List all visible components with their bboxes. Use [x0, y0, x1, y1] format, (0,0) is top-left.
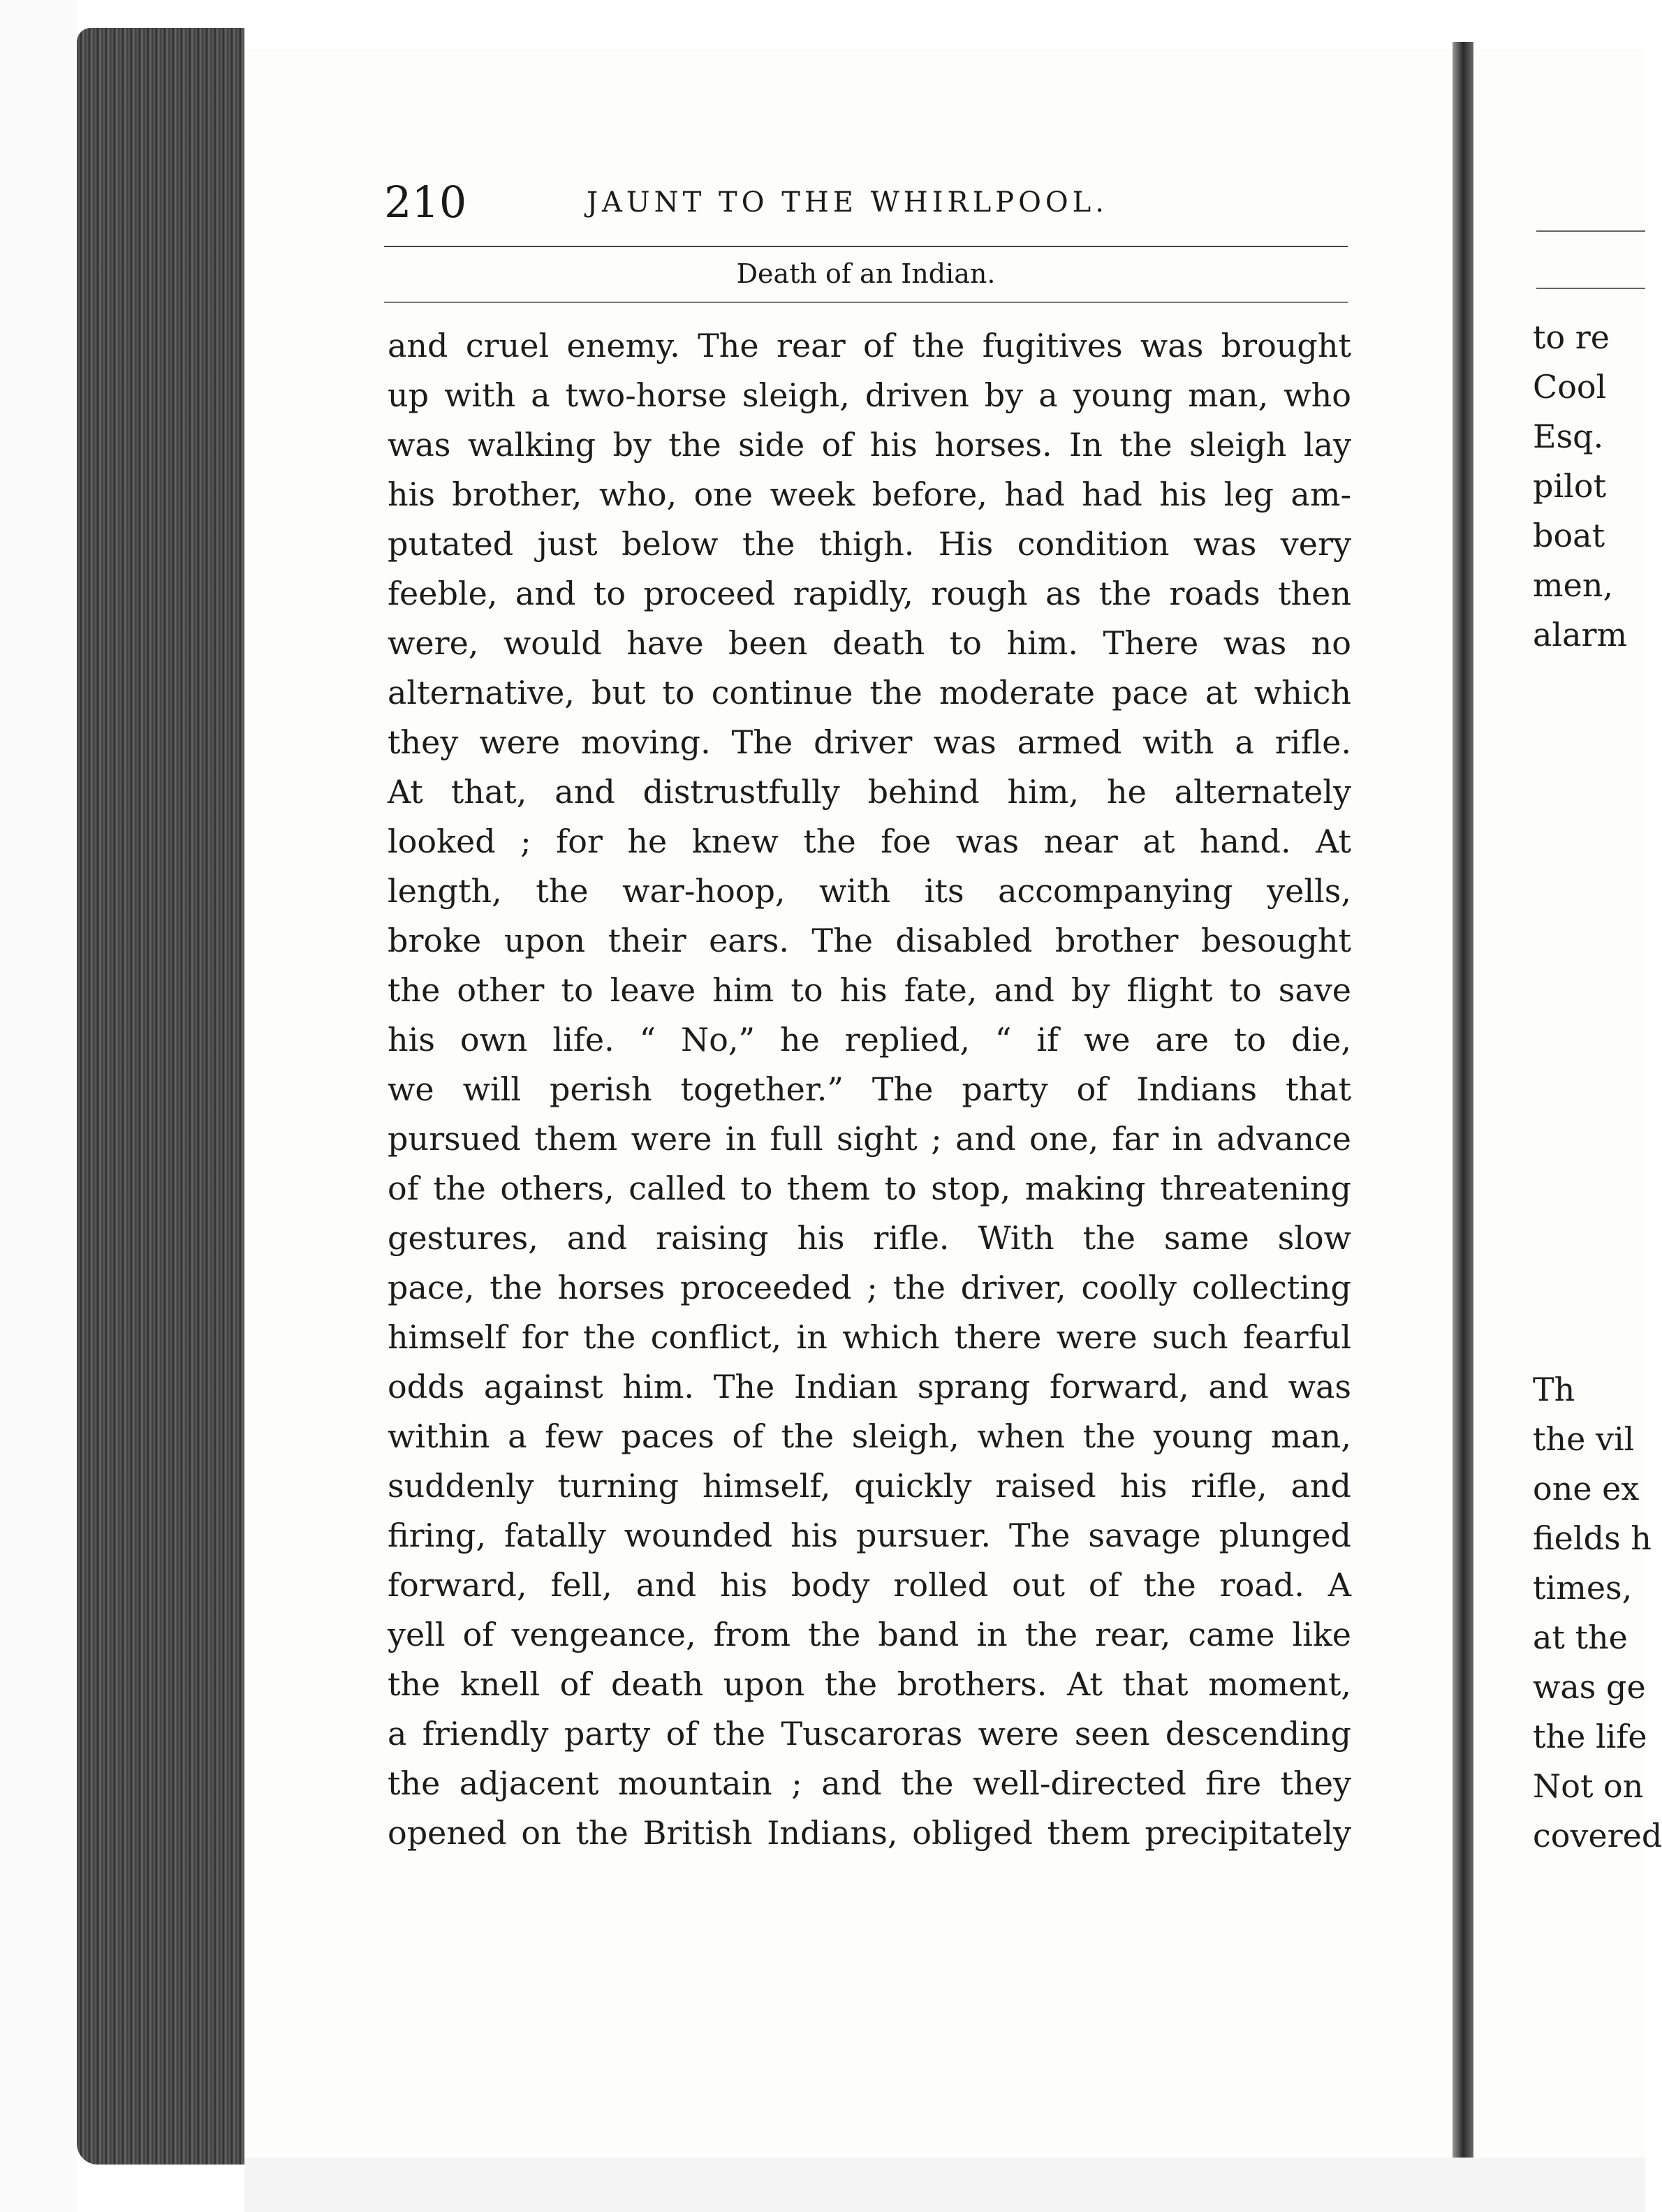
text-line: was walking by the side of his horses. In the sleigh lay	[388, 426, 1351, 464]
text-line: suddenly turning himself, quickly raised his rifle, and	[388, 1467, 1351, 1505]
text-line: broke upon their ears. The disabled brother besought	[388, 922, 1351, 959]
right-page-text-lower	[1533, 1365, 1662, 1861]
book-page-edges	[77, 28, 244, 2165]
right-page-line-fragment: fields h	[1533, 1519, 1652, 1557]
right-page-line-fragment: pilot	[1533, 467, 1607, 505]
right-page-text-upper	[1533, 313, 1645, 660]
text-line: pace, the horses proceeded ; the driver, coolly collecting	[388, 1269, 1351, 1306]
right-page-line-fragment: boat	[1533, 517, 1605, 554]
right-page-line-fragment: at the	[1533, 1619, 1628, 1656]
right-page-line-fragment: one ex	[1533, 1470, 1640, 1507]
text-line: the other to leave him to his fate, and by flight to save	[388, 971, 1351, 1009]
text-line: his own life. “ No,” he replied, “ if we are to die,	[388, 1021, 1351, 1059]
right-page-line-fragment: covered	[1533, 1817, 1662, 1855]
text-line: looked ; for he knew the foe was near at hand. At	[388, 823, 1351, 860]
right-page-line-fragment: alarm	[1533, 616, 1628, 654]
text-line: forward, fell, and his body rolled out of the road. A	[388, 1566, 1351, 1604]
right-page-line-fragment: Th	[1533, 1371, 1575, 1408]
right-page-line-fragment: men,	[1533, 566, 1614, 604]
text-line: gestures, and raising his rifle. With the same slow	[388, 1219, 1351, 1257]
running-header	[384, 175, 1348, 230]
body-text	[388, 321, 1351, 1858]
text-line: the adjacent mountain ; and the well-directed fire they	[388, 1764, 1351, 1802]
text-line: of the others, called to them to stop, making threatening	[388, 1170, 1351, 1207]
right-page-line-fragment: times,	[1533, 1569, 1633, 1607]
text-line: within a few paces of the sleigh, when the young man,	[388, 1417, 1351, 1455]
text-line: alternative, but to continue the moderate pace at which	[388, 674, 1351, 711]
text-line: himself for the conflict, in which there were such fearful	[388, 1318, 1351, 1356]
right-page-line-fragment: to re	[1533, 318, 1610, 356]
right-page-line-fragment: Not on	[1533, 1767, 1644, 1805]
right-page-rule-bottom	[1536, 288, 1645, 289]
text-line: his brother, who, one week before, had had his leg am-	[388, 475, 1351, 513]
right-page-line-fragment: Cool	[1533, 368, 1607, 406]
text-line: a friendly party of the Tuscaroras were seen descending	[388, 1715, 1351, 1753]
section-heading: Death of an Indian.	[736, 258, 996, 289]
text-line: odds against him. The Indian sprang forward, and was	[388, 1368, 1351, 1406]
text-line: pursued them were in full sight ; and one, far in advance	[388, 1120, 1351, 1158]
text-line: the knell of death upon the brothers. At that moment,	[388, 1665, 1351, 1703]
page-number: 210	[384, 177, 467, 228]
text-line: yell of vengeance, from the band in the rear, came like	[388, 1616, 1351, 1653]
header-rule-top	[384, 246, 1348, 247]
text-line: firing, fatally wounded his pursuer. The savage plunged	[388, 1517, 1351, 1554]
header-rule-bottom	[384, 302, 1348, 303]
text-line: feeble, and to proceed rapidly, rough as the roads then	[388, 575, 1351, 612]
right-page-rule-top	[1536, 230, 1645, 232]
text-line: they were moving. The driver was armed with a rifle.	[388, 723, 1351, 761]
right-page-line-fragment: the vil	[1533, 1420, 1635, 1458]
text-line: At that, and distrustfully behind him, he alternately	[388, 773, 1351, 811]
text-line: opened on the British Indians, obliged them precipitately	[388, 1814, 1351, 1852]
text-line: and cruel enemy. The rear of the fugitives was brought	[388, 327, 1351, 364]
right-page-line-fragment: the life	[1533, 1718, 1647, 1755]
right-page-line-fragment: Esq.	[1533, 418, 1604, 455]
text-line: were, would have been death to him. There was no	[388, 624, 1351, 662]
text-line: putated just below the thigh. His condition was very	[388, 525, 1351, 563]
text-line: up with a two-horse sleigh, driven by a young man, who	[388, 376, 1351, 414]
running-head-title: JAUNT TO THE WHIRLPOOL.	[587, 186, 1108, 219]
scan-margin-bottom	[244, 2158, 1645, 2212]
scan-margin-left	[0, 0, 77, 2212]
text-line: length, the war-hoop, with its accompanying yells,	[388, 872, 1351, 910]
right-page-line-fragment: was ge	[1533, 1668, 1646, 1706]
text-line: we will perish together.” The party of Indians that	[388, 1070, 1351, 1108]
book-gutter	[1453, 42, 1473, 2172]
